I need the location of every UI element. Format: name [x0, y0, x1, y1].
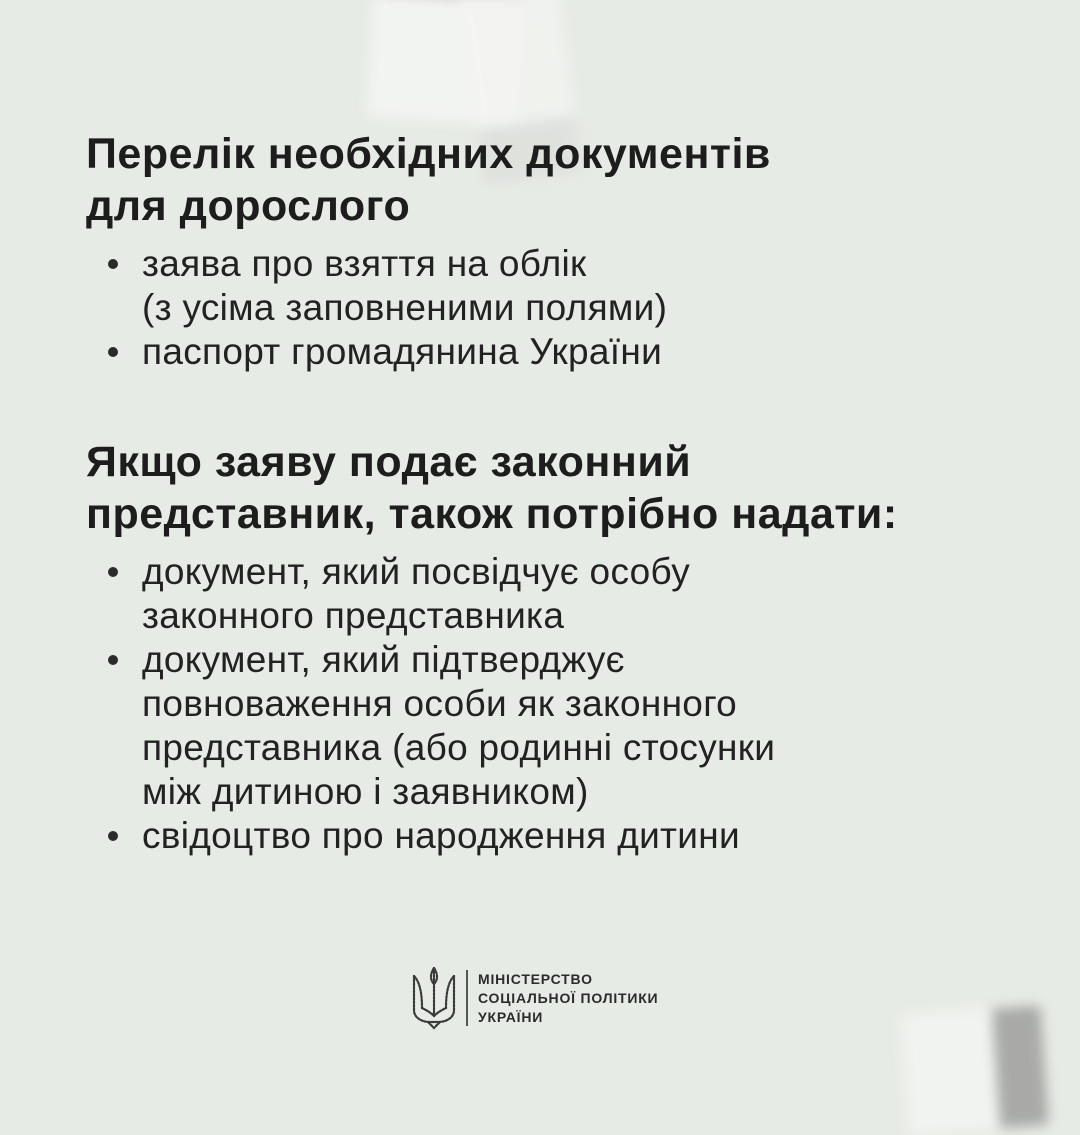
heading-line: представник, також потрібно надати:: [86, 490, 898, 538]
list-item: [86, 242, 1036, 330]
bullet-icon: [108, 259, 118, 269]
bullet-icon: [108, 567, 118, 577]
list-item-line: законного представника: [142, 595, 565, 636]
heading-line: Якщо заяву подає законний: [86, 438, 692, 486]
background-paper-bottom: [901, 1005, 1049, 1134]
logo-divider: [466, 970, 468, 1026]
list-item-line: документ, який посвідчує особу: [142, 551, 691, 592]
list-item-line: між дитиною і заявником): [142, 771, 589, 812]
ministry-name-line: МІНІСТЕРСТВО: [478, 970, 593, 987]
list-item: [86, 550, 1036, 638]
ministry-name-line: УКРАЇНИ: [478, 1008, 544, 1025]
heading-adult-documents: [86, 128, 1036, 232]
bullet-icon: [108, 347, 118, 357]
list-item-line: паспорт громадянина України: [142, 331, 663, 372]
trident-icon: [406, 964, 462, 1032]
content: [86, 128, 1036, 858]
ministry-name: [478, 970, 658, 1027]
list-item-line: повноваження особи як законного: [142, 683, 738, 724]
heading-line: для дорослого: [86, 182, 411, 230]
heading-representative-documents: [86, 436, 1036, 540]
ministry-logo: [406, 964, 658, 1032]
list-item-line: свідоцтво про народження дитини: [142, 815, 740, 856]
list-item-line: документ, який підтверджує: [142, 639, 625, 680]
ministry-name-line: СОЦІАЛЬНОЇ ПОЛІТИКИ: [478, 989, 659, 1006]
list-item: [86, 638, 1036, 814]
list-item-line: заява про взяття на облік: [142, 243, 587, 284]
bullet-icon: [108, 831, 118, 841]
list-item-line: (з усіма заповненими полями): [142, 287, 668, 328]
list-item: [86, 814, 1036, 858]
heading-line: Перелік необхідних документів: [86, 130, 771, 178]
list-item-line: представника (або родинні стосунки: [142, 727, 776, 768]
bullet-icon: [108, 655, 118, 665]
adult-documents-list: [86, 242, 1036, 374]
representative-documents-list: [86, 550, 1036, 858]
list-item: [86, 330, 1036, 374]
